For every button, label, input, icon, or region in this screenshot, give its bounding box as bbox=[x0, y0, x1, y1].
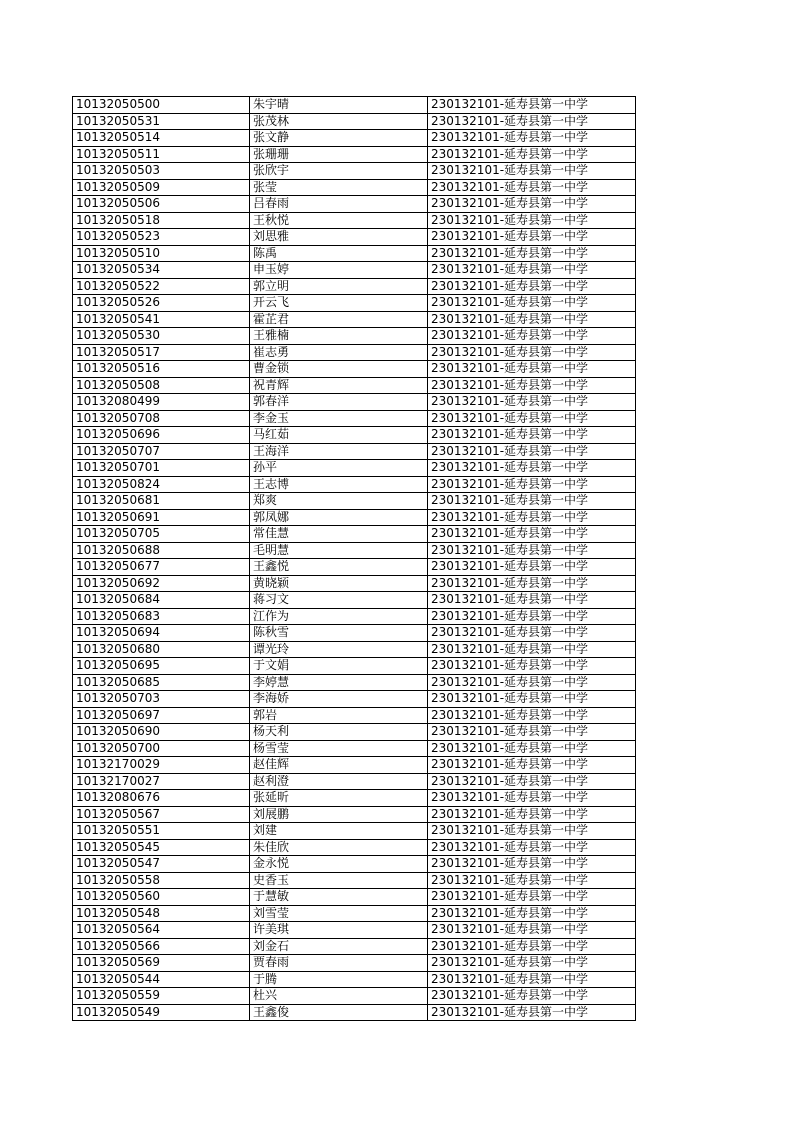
student-name-cell: 王海洋 bbox=[250, 443, 428, 460]
school-cell: 230132101-延寿县第一中学 bbox=[428, 839, 636, 856]
candidate-id-cell: 10132050564 bbox=[73, 922, 250, 939]
candidate-id-cell: 10132050701 bbox=[73, 460, 250, 477]
school-cell: 230132101-延寿县第一中学 bbox=[428, 212, 636, 229]
roster-table bbox=[72, 96, 636, 1021]
candidate-id-cell: 10132050700 bbox=[73, 740, 250, 757]
candidate-id-cell: 10132050516 bbox=[73, 361, 250, 378]
table-row bbox=[73, 476, 636, 493]
student-name-cell: 赵佳辉 bbox=[250, 757, 428, 774]
candidate-id-cell: 10132050677 bbox=[73, 559, 250, 576]
table-row bbox=[73, 394, 636, 411]
school-cell: 230132101-延寿县第一中学 bbox=[428, 724, 636, 741]
candidate-id-cell: 10132050541 bbox=[73, 311, 250, 328]
candidate-id-cell: 10132050695 bbox=[73, 658, 250, 675]
table-row bbox=[73, 328, 636, 345]
student-name-cell: 崔志勇 bbox=[250, 344, 428, 361]
student-name-cell: 张文静 bbox=[250, 130, 428, 147]
candidate-id-cell: 10132050518 bbox=[73, 212, 250, 229]
school-cell: 230132101-延寿县第一中学 bbox=[428, 674, 636, 691]
table-row bbox=[73, 674, 636, 691]
school-cell: 230132101-延寿县第一中学 bbox=[428, 592, 636, 609]
student-name-cell: 江作为 bbox=[250, 608, 428, 625]
student-name-cell: 孙平 bbox=[250, 460, 428, 477]
school-cell: 230132101-延寿县第一中学 bbox=[428, 922, 636, 939]
school-cell: 230132101-延寿县第一中学 bbox=[428, 707, 636, 724]
candidate-id-cell: 10132050688 bbox=[73, 542, 250, 559]
table-row bbox=[73, 526, 636, 543]
candidate-id-cell: 10132050694 bbox=[73, 625, 250, 642]
table-row bbox=[73, 179, 636, 196]
candidate-id-cell: 10132050567 bbox=[73, 806, 250, 823]
table-row bbox=[73, 641, 636, 658]
table-row bbox=[73, 575, 636, 592]
school-cell: 230132101-延寿县第一中学 bbox=[428, 113, 636, 130]
school-cell: 230132101-延寿县第一中学 bbox=[428, 278, 636, 295]
school-cell: 230132101-延寿县第一中学 bbox=[428, 872, 636, 889]
school-cell: 230132101-延寿县第一中学 bbox=[428, 509, 636, 526]
school-cell: 230132101-延寿县第一中学 bbox=[428, 328, 636, 345]
candidate-id-cell: 10132050697 bbox=[73, 707, 250, 724]
school-cell: 230132101-延寿县第一中学 bbox=[428, 905, 636, 922]
candidate-id-cell: 10132050514 bbox=[73, 130, 250, 147]
candidate-id-cell: 10132050503 bbox=[73, 163, 250, 180]
table-row bbox=[73, 163, 636, 180]
student-name-cell: 史香玉 bbox=[250, 872, 428, 889]
table-row bbox=[73, 592, 636, 609]
table-row bbox=[73, 460, 636, 477]
student-name-cell: 于腾 bbox=[250, 971, 428, 988]
school-cell: 230132101-延寿县第一中学 bbox=[428, 130, 636, 147]
student-name-cell: 郑爽 bbox=[250, 493, 428, 510]
table-row bbox=[73, 344, 636, 361]
candidate-id-cell: 10132050696 bbox=[73, 427, 250, 444]
student-name-cell: 刘金石 bbox=[250, 938, 428, 955]
table-row bbox=[73, 245, 636, 262]
student-name-cell: 郭凤娜 bbox=[250, 509, 428, 526]
candidate-id-cell: 10132050680 bbox=[73, 641, 250, 658]
student-name-cell: 张欣宇 bbox=[250, 163, 428, 180]
table-row bbox=[73, 427, 636, 444]
school-cell: 230132101-延寿县第一中学 bbox=[428, 856, 636, 873]
table-row bbox=[73, 97, 636, 114]
school-cell: 230132101-延寿县第一中学 bbox=[428, 806, 636, 823]
candidate-id-cell: 10132050707 bbox=[73, 443, 250, 460]
table-row bbox=[73, 806, 636, 823]
student-name-cell: 陈禹 bbox=[250, 245, 428, 262]
school-cell: 230132101-延寿县第一中学 bbox=[428, 889, 636, 906]
student-name-cell: 张延昕 bbox=[250, 790, 428, 807]
table-row bbox=[73, 790, 636, 807]
school-cell: 230132101-延寿县第一中学 bbox=[428, 245, 636, 262]
school-cell: 230132101-延寿县第一中学 bbox=[428, 163, 636, 180]
student-name-cell: 朱佳欣 bbox=[250, 839, 428, 856]
candidate-id-cell: 10132050545 bbox=[73, 839, 250, 856]
student-name-cell: 郭岩 bbox=[250, 707, 428, 724]
student-name-cell: 李海娇 bbox=[250, 691, 428, 708]
school-cell: 230132101-延寿县第一中学 bbox=[428, 476, 636, 493]
table-row bbox=[73, 1004, 636, 1021]
candidate-id-cell: 10132050534 bbox=[73, 262, 250, 279]
student-name-cell: 张珊珊 bbox=[250, 146, 428, 163]
student-name-cell: 李金玉 bbox=[250, 410, 428, 427]
school-cell: 230132101-延寿县第一中学 bbox=[428, 410, 636, 427]
candidate-id-cell: 10132050547 bbox=[73, 856, 250, 873]
table-row bbox=[73, 922, 636, 939]
student-name-cell: 曹金锁 bbox=[250, 361, 428, 378]
school-cell: 230132101-延寿县第一中学 bbox=[428, 740, 636, 757]
school-cell: 230132101-延寿县第一中学 bbox=[428, 988, 636, 1005]
candidate-id-cell: 10132050559 bbox=[73, 988, 250, 1005]
table-row bbox=[73, 625, 636, 642]
school-cell: 230132101-延寿县第一中学 bbox=[428, 773, 636, 790]
student-name-cell: 黄晓颖 bbox=[250, 575, 428, 592]
candidate-id-cell: 10132050510 bbox=[73, 245, 250, 262]
candidate-id-cell: 10132050506 bbox=[73, 196, 250, 213]
student-name-cell: 王秋悦 bbox=[250, 212, 428, 229]
school-cell: 230132101-延寿县第一中学 bbox=[428, 757, 636, 774]
candidate-id-cell: 10132050549 bbox=[73, 1004, 250, 1021]
candidate-id-cell: 10132050685 bbox=[73, 674, 250, 691]
table-row bbox=[73, 773, 636, 790]
table-row bbox=[73, 410, 636, 427]
candidate-id-cell: 10132170027 bbox=[73, 773, 250, 790]
student-name-cell: 杜兴 bbox=[250, 988, 428, 1005]
student-name-cell: 朱宇晴 bbox=[250, 97, 428, 114]
table-row bbox=[73, 839, 636, 856]
student-name-cell: 刘展鹏 bbox=[250, 806, 428, 823]
school-cell: 230132101-延寿县第一中学 bbox=[428, 361, 636, 378]
student-name-cell: 开云飞 bbox=[250, 295, 428, 312]
school-cell: 230132101-延寿县第一中学 bbox=[428, 938, 636, 955]
candidate-id-cell: 10132170029 bbox=[73, 757, 250, 774]
school-cell: 230132101-延寿县第一中学 bbox=[428, 526, 636, 543]
table-row bbox=[73, 905, 636, 922]
student-name-cell: 金永悦 bbox=[250, 856, 428, 873]
student-name-cell: 申玉婷 bbox=[250, 262, 428, 279]
school-cell: 230132101-延寿县第一中学 bbox=[428, 344, 636, 361]
student-name-cell: 刘思雅 bbox=[250, 229, 428, 246]
table-row bbox=[73, 559, 636, 576]
school-cell: 230132101-延寿县第一中学 bbox=[428, 823, 636, 840]
student-name-cell: 王鑫俊 bbox=[250, 1004, 428, 1021]
school-cell: 230132101-延寿县第一中学 bbox=[428, 97, 636, 114]
student-name-cell: 于文娟 bbox=[250, 658, 428, 675]
student-name-cell: 王鑫悦 bbox=[250, 559, 428, 576]
candidate-id-cell: 10132050683 bbox=[73, 608, 250, 625]
student-name-cell: 郭春洋 bbox=[250, 394, 428, 411]
school-cell: 230132101-延寿县第一中学 bbox=[428, 427, 636, 444]
table-row bbox=[73, 938, 636, 955]
student-name-cell: 常佳慧 bbox=[250, 526, 428, 543]
candidate-id-cell: 10132050523 bbox=[73, 229, 250, 246]
table-row bbox=[73, 443, 636, 460]
student-name-cell: 郭立明 bbox=[250, 278, 428, 295]
student-name-cell: 王雅楠 bbox=[250, 328, 428, 345]
student-name-cell: 祝青辉 bbox=[250, 377, 428, 394]
candidate-id-cell: 10132050558 bbox=[73, 872, 250, 889]
table-row bbox=[73, 493, 636, 510]
candidate-id-cell: 10132050684 bbox=[73, 592, 250, 609]
table-row bbox=[73, 262, 636, 279]
table-row bbox=[73, 196, 636, 213]
table-row bbox=[73, 608, 636, 625]
student-name-cell: 毛明慧 bbox=[250, 542, 428, 559]
student-name-cell: 谭光玲 bbox=[250, 641, 428, 658]
school-cell: 230132101-延寿县第一中学 bbox=[428, 625, 636, 642]
table-row bbox=[73, 377, 636, 394]
candidate-id-cell: 10132050560 bbox=[73, 889, 250, 906]
school-cell: 230132101-延寿县第一中学 bbox=[428, 311, 636, 328]
candidate-id-cell: 10132050551 bbox=[73, 823, 250, 840]
student-name-cell: 赵利澄 bbox=[250, 773, 428, 790]
candidate-id-cell: 10132050566 bbox=[73, 938, 250, 955]
table-row bbox=[73, 311, 636, 328]
school-cell: 230132101-延寿县第一中学 bbox=[428, 790, 636, 807]
candidate-id-cell: 10132050824 bbox=[73, 476, 250, 493]
school-cell: 230132101-延寿县第一中学 bbox=[428, 295, 636, 312]
candidate-id-cell: 10132050526 bbox=[73, 295, 250, 312]
table-row bbox=[73, 971, 636, 988]
table-row bbox=[73, 229, 636, 246]
school-cell: 230132101-延寿县第一中学 bbox=[428, 1004, 636, 1021]
table-row bbox=[73, 542, 636, 559]
student-name-cell: 张茂林 bbox=[250, 113, 428, 130]
candidate-id-cell: 10132050544 bbox=[73, 971, 250, 988]
candidate-id-cell: 10132050703 bbox=[73, 691, 250, 708]
student-name-cell: 王志博 bbox=[250, 476, 428, 493]
candidate-id-cell: 10132050509 bbox=[73, 179, 250, 196]
student-name-cell: 吕春雨 bbox=[250, 196, 428, 213]
student-name-cell: 蒋习文 bbox=[250, 592, 428, 609]
school-cell: 230132101-延寿县第一中学 bbox=[428, 971, 636, 988]
school-cell: 230132101-延寿县第一中学 bbox=[428, 146, 636, 163]
candidate-id-cell: 10132050511 bbox=[73, 146, 250, 163]
table-row bbox=[73, 278, 636, 295]
candidate-id-cell: 10132050569 bbox=[73, 955, 250, 972]
table-row bbox=[73, 757, 636, 774]
candidate-id-cell: 10132050548 bbox=[73, 905, 250, 922]
table-row bbox=[73, 740, 636, 757]
candidate-id-cell: 10132050692 bbox=[73, 575, 250, 592]
candidate-id-cell: 10132050531 bbox=[73, 113, 250, 130]
student-name-cell: 许美琪 bbox=[250, 922, 428, 939]
school-cell: 230132101-延寿县第一中学 bbox=[428, 179, 636, 196]
student-name-cell: 贾春雨 bbox=[250, 955, 428, 972]
school-cell: 230132101-延寿县第一中学 bbox=[428, 608, 636, 625]
school-cell: 230132101-延寿县第一中学 bbox=[428, 955, 636, 972]
table-row bbox=[73, 872, 636, 889]
table-row bbox=[73, 724, 636, 741]
school-cell: 230132101-延寿县第一中学 bbox=[428, 262, 636, 279]
candidate-id-cell: 10132050681 bbox=[73, 493, 250, 510]
table-row bbox=[73, 361, 636, 378]
candidate-id-cell: 10132080676 bbox=[73, 790, 250, 807]
candidate-id-cell: 10132050705 bbox=[73, 526, 250, 543]
school-cell: 230132101-延寿县第一中学 bbox=[428, 196, 636, 213]
school-cell: 230132101-延寿县第一中学 bbox=[428, 575, 636, 592]
table-row bbox=[73, 707, 636, 724]
table-row bbox=[73, 212, 636, 229]
candidate-id-cell: 10132050530 bbox=[73, 328, 250, 345]
school-cell: 230132101-延寿县第一中学 bbox=[428, 493, 636, 510]
table-row bbox=[73, 856, 636, 873]
school-cell: 230132101-延寿县第一中学 bbox=[428, 641, 636, 658]
table-row bbox=[73, 658, 636, 675]
school-cell: 230132101-延寿县第一中学 bbox=[428, 443, 636, 460]
student-name-cell: 马红茹 bbox=[250, 427, 428, 444]
school-cell: 230132101-延寿县第一中学 bbox=[428, 691, 636, 708]
table-row bbox=[73, 130, 636, 147]
student-name-cell: 杨雪莹 bbox=[250, 740, 428, 757]
table-row bbox=[73, 295, 636, 312]
student-name-cell: 于慧敏 bbox=[250, 889, 428, 906]
candidate-id-cell: 10132080499 bbox=[73, 394, 250, 411]
table-row bbox=[73, 509, 636, 526]
candidate-id-cell: 10132050690 bbox=[73, 724, 250, 741]
school-cell: 230132101-延寿县第一中学 bbox=[428, 394, 636, 411]
candidate-id-cell: 10132050691 bbox=[73, 509, 250, 526]
student-name-cell: 张莹 bbox=[250, 179, 428, 196]
candidate-id-cell: 10132050708 bbox=[73, 410, 250, 427]
student-name-cell: 陈秋雪 bbox=[250, 625, 428, 642]
school-cell: 230132101-延寿县第一中学 bbox=[428, 229, 636, 246]
roster-table-body bbox=[73, 97, 636, 1021]
table-row bbox=[73, 823, 636, 840]
school-cell: 230132101-延寿县第一中学 bbox=[428, 377, 636, 394]
student-name-cell: 杨天利 bbox=[250, 724, 428, 741]
candidate-id-cell: 10132050500 bbox=[73, 97, 250, 114]
table-row bbox=[73, 889, 636, 906]
school-cell: 230132101-延寿县第一中学 bbox=[428, 460, 636, 477]
student-name-cell: 李婷慧 bbox=[250, 674, 428, 691]
student-name-cell: 刘建 bbox=[250, 823, 428, 840]
table-row bbox=[73, 988, 636, 1005]
school-cell: 230132101-延寿县第一中学 bbox=[428, 559, 636, 576]
candidate-id-cell: 10132050508 bbox=[73, 377, 250, 394]
candidate-id-cell: 10132050517 bbox=[73, 344, 250, 361]
table-row bbox=[73, 691, 636, 708]
student-name-cell: 刘雪莹 bbox=[250, 905, 428, 922]
table-row bbox=[73, 113, 636, 130]
school-cell: 230132101-延寿县第一中学 bbox=[428, 658, 636, 675]
candidate-id-cell: 10132050522 bbox=[73, 278, 250, 295]
student-name-cell: 霍芷君 bbox=[250, 311, 428, 328]
table-row bbox=[73, 146, 636, 163]
school-cell: 230132101-延寿县第一中学 bbox=[428, 542, 636, 559]
table-row bbox=[73, 955, 636, 972]
